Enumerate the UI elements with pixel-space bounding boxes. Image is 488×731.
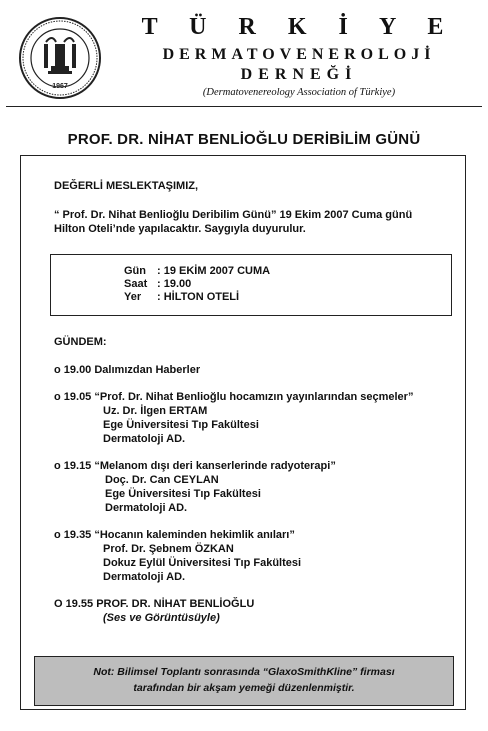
intro-line2: Hilton Oteli’nde yapılacaktır. Saygıyla duyurulur. <box>54 223 306 235</box>
agenda-item-3: o 19.15 “Melanom dışı deri kanserlerinde radyoterapi” <box>54 460 336 472</box>
logo-year: 1967 <box>52 83 68 90</box>
note-text <box>34 664 454 696</box>
info-place-label: Yer <box>124 291 142 303</box>
note-line1: Not: Bilimsel Toplantı sonrasında “GlaxoSmithKline” firması <box>93 666 395 678</box>
intro-line1: “ Prof. Dr. Nihat Benlioğlu Deribilim Günü” 19 Ekim 2007 Cuma günü <box>54 209 413 221</box>
agenda-heading: GÜNDEM: <box>54 336 107 348</box>
agenda-item-4-institution: Dokuz Eylül Üniversitesi Tıp Fakültesi <box>103 557 302 569</box>
association-subtitle-line2: DERNEĞİ <box>240 66 358 83</box>
agenda-item-3-institution: Ege Üniversitesi Tıp Fakültesi <box>105 488 261 500</box>
info-time-value: : 19.00 <box>157 278 192 290</box>
association-title: T Ü R K İ Y E <box>141 14 457 40</box>
agenda-item-2-institution: Ege Üniversitesi Tıp Fakültesi <box>103 419 259 431</box>
agenda-item-2-speaker: Uz. Dr. İlgen ERTAM <box>103 405 208 417</box>
agenda-item-4-department: Dermatoloji AD. <box>103 571 186 583</box>
info-day-label: Gün <box>124 265 146 277</box>
agenda-item-3-department: Dermatoloji AD. <box>105 502 188 514</box>
note-line2: tarafından bir akşam yemeği düzenlenmiştir. <box>133 682 355 694</box>
agenda-item-3-speaker: Doç. Dr. Can CEYLAN <box>105 474 219 486</box>
agenda-item-2: o 19.05 “Prof. Dr. Nihat Benlioğlu hocamızın yayınlarından seçmeler” <box>54 391 414 403</box>
agenda-item-5-subnote: (Ses ve Görüntüsüyle) <box>103 612 220 624</box>
info-time-label: Saat <box>124 278 148 290</box>
agenda-item-2-department: Dermatoloji AD. <box>103 433 186 445</box>
info-day-value: : 19 EKİM 2007 CUMA <box>157 265 271 277</box>
agenda-item-1: o 19.00 Dalımızdan Haberler <box>54 364 201 376</box>
event-title: PROF. DR. NİHAT BENLİOĞLU DERİBİLİM GÜNÜ <box>67 131 421 148</box>
agenda-item-4: o 19.35 “Hocanın kaleminden hekimlik anıları” <box>54 529 295 541</box>
info-place-value: : HİLTON OTELİ <box>157 291 240 303</box>
association-subtitle-line1: DERMATOVENEROLOJİ <box>162 46 436 63</box>
announcement-frame <box>20 155 466 710</box>
agenda-item-5: O 19.55 PROF. DR. NİHAT BENLİOĞLU <box>54 598 255 610</box>
agenda-item-4-speaker: Prof. Dr. Şebnem ÖZKAN <box>103 543 234 555</box>
association-seal-icon <box>18 16 102 100</box>
greeting: DEĞERLİ MESLEKTAŞIMIZ, <box>54 180 199 192</box>
header-divider <box>6 106 482 107</box>
association-english-name: (Dermatovenereology Association of Türkiye) <box>202 87 396 98</box>
